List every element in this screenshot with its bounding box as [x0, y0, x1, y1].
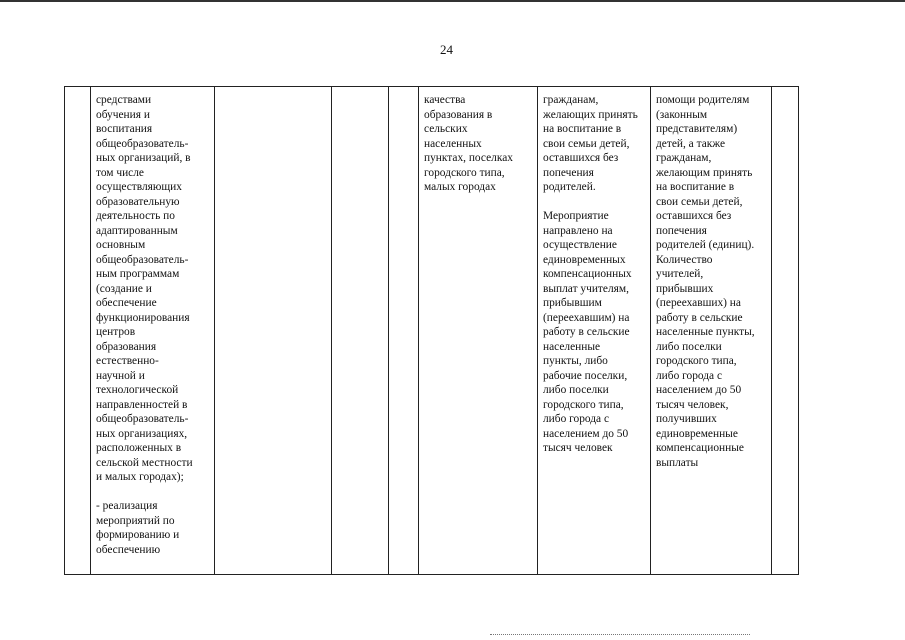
table-cell-activity-description: средствами обучения и воспитания общеобразователь- ных организаций, в том числе осуществляющих образовательную деятельность по адаптированным основным общеобразователь- ным программам (создание и обеспечение функционирования центров образования естественно- научной и технологической направленностей в общеобразователь- ных организациях, расположенных в сельской местности и малых городах); - реализация мероприятий по формированию и обеспечению — [91, 87, 215, 575]
scan-artifact-line — [490, 634, 750, 637]
table-cell-education-quality: качества образования в сельских населенных пунктах, поселках городского типа, малых городах — [419, 87, 538, 575]
table-cell-empty — [772, 87, 799, 575]
table-cell-empty — [332, 87, 389, 575]
table-cell-indicators: помощи родителям (законным представителям) детей, а также гражданам, желающим принять на воспитание в свои семьи детей, оставшихся без попечения родителей (единиц). Количество учителей, прибывших (переехавших) на работу в сельские населенные пункты, либо поселки городского типа, либо города с населением до 50 тысяч человек, получивших единовременные компенсационные выплаты — [651, 87, 772, 575]
program-table — [64, 86, 799, 575]
table-cell-number — [65, 87, 91, 575]
table-cell-empty — [215, 87, 332, 575]
table-cell-measure-purpose: гражданам, желающих принять на воспитание в свои семьи детей, оставшихся без попечения родителей. Мероприятие направлено на осуществление единовременных компенсационных выплат учителям, прибывшим (переехавшим) на работу в сельские населенные пункты, либо рабочие поселки, либо поселки городского типа, либо города с населением до 50 тысяч человек — [538, 87, 651, 575]
page-number: 24 — [440, 42, 453, 57]
top-border-line — [0, 0, 905, 2]
table-row — [65, 87, 799, 575]
table-cell-empty — [389, 87, 419, 575]
